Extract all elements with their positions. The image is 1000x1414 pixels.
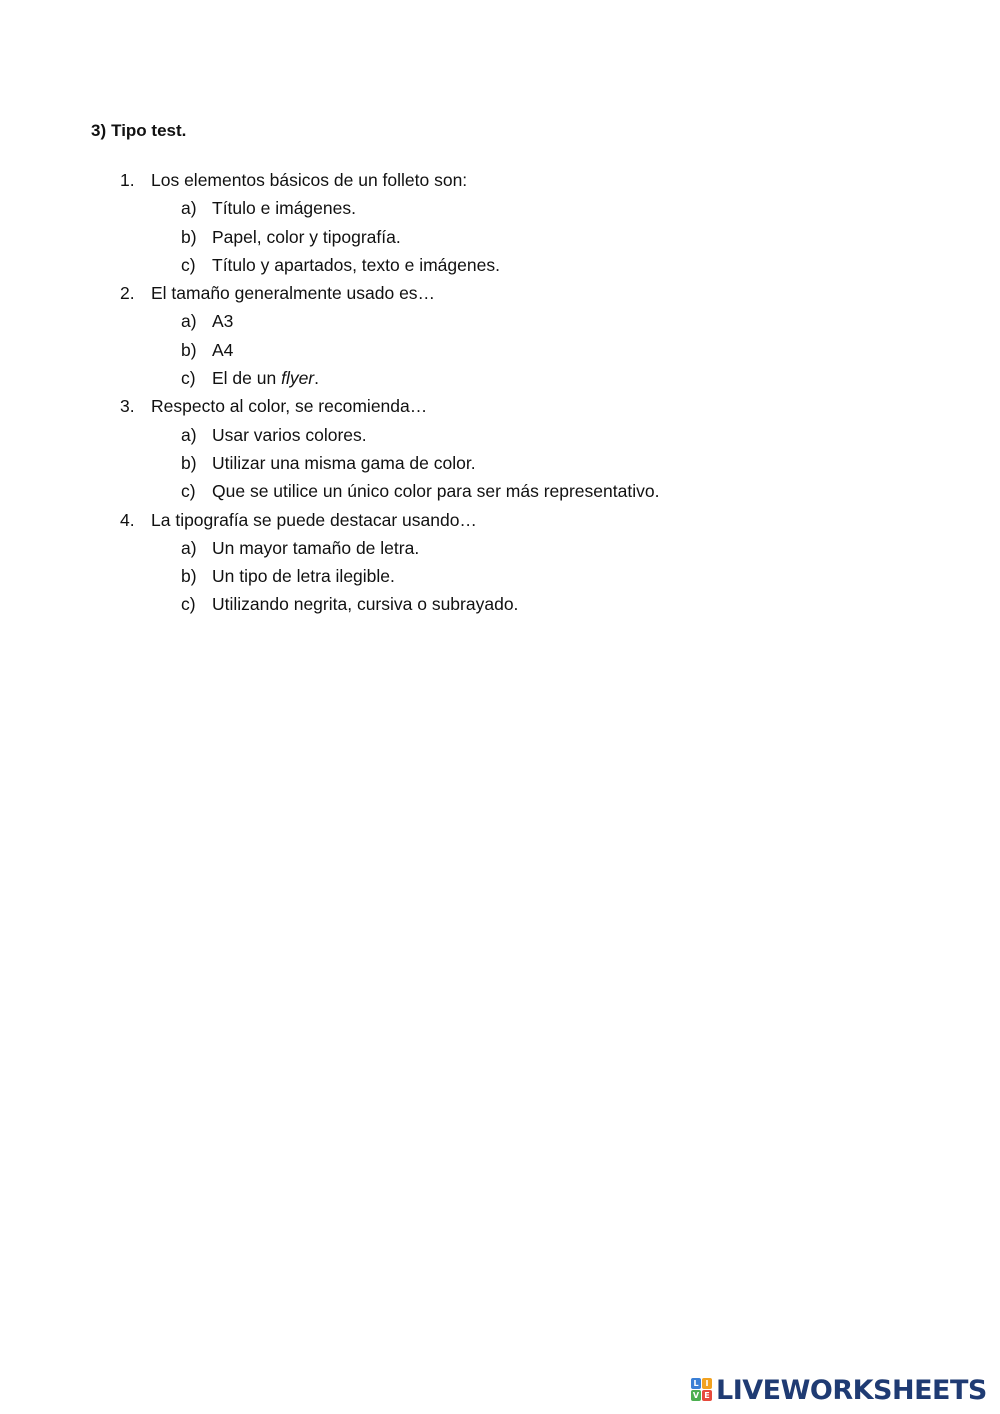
option-letter: b) [181,226,197,247]
question-item [120,280,880,393]
option-letter: a) [181,537,197,558]
answer-option[interactable] [120,308,880,336]
option-letter: b) [181,339,197,360]
option-letter: b) [181,452,197,473]
question-list [120,167,880,620]
logo-text: LIVEWORKSHEETS [716,1374,987,1406]
option-letter: b) [181,566,197,587]
option-text: Título y apartados, texto e imágenes. [212,254,500,275]
question-text: El tamaño generalmente usado es… [151,283,436,304]
question-line [120,167,880,195]
answer-option[interactable] [120,195,880,223]
option-letter: a) [181,311,197,332]
answer-option[interactable] [120,224,880,252]
option-letter: c) [181,594,196,615]
option-text: Utilizar una misma gama de color. [212,452,476,473]
option-text: Utilizando negrita, cursiva o subrayado. [212,594,519,615]
option-letter: c) [181,368,196,389]
question-line [120,393,880,421]
logo-mark-tile: V [692,1391,700,1400]
option-text: Un tipo de letra ilegible. [212,566,395,587]
question-number: 2. [120,283,135,304]
answer-option[interactable] [120,450,880,478]
question-item [120,507,880,620]
question-text: Respecto al color, se recomienda… [151,396,428,417]
answer-option[interactable] [120,563,880,591]
option-text: A3 [212,311,234,332]
option-text-before: El de un [212,368,282,389]
option-text: Título e imágenes. [212,198,356,219]
question-number: 1. [120,170,135,190]
question-item [120,393,880,506]
question-text: La tipografía se puede destacar usando… [151,509,477,530]
answer-option[interactable] [120,422,880,450]
question-line [120,280,880,308]
question-item [120,167,880,280]
option-letter: a) [181,198,197,219]
answer-option[interactable] [120,535,880,563]
option-text: Usar varios colores. [212,424,367,445]
option-letter: c) [181,254,196,275]
section-number: 3) [91,121,107,140]
option-text: Que se utilice un único color para ser más representativo. [212,481,660,502]
option-text: A4 [212,339,234,360]
answer-option[interactable] [120,365,880,393]
option-text: Papel, color y tipografía. [212,226,401,247]
liveworksheets-logo [691,1374,987,1406]
question-line [120,507,880,535]
answer-option[interactable] [120,591,880,619]
section-heading [91,121,186,141]
logo-mark-icon [691,1378,712,1402]
section-title: Tipo test. [111,121,187,140]
logo-mark-tile: E [702,1390,712,1401]
logo-mark-tile: L [691,1378,701,1389]
option-letter: c) [181,481,196,502]
logo-mark-tile: I [702,1378,712,1389]
answer-option[interactable] [120,337,880,365]
option-text-italic: flyer [281,368,315,389]
answer-option[interactable] [120,252,880,280]
question-text: Los elementos básicos de un folleto son: [151,170,468,190]
question-number: 4. [120,509,135,530]
question-number: 3. [120,396,135,417]
option-letter: a) [181,424,197,445]
option-text: Un mayor tamaño de letra. [212,537,420,558]
answer-option[interactable] [120,478,880,506]
option-text-after: . [314,368,320,389]
